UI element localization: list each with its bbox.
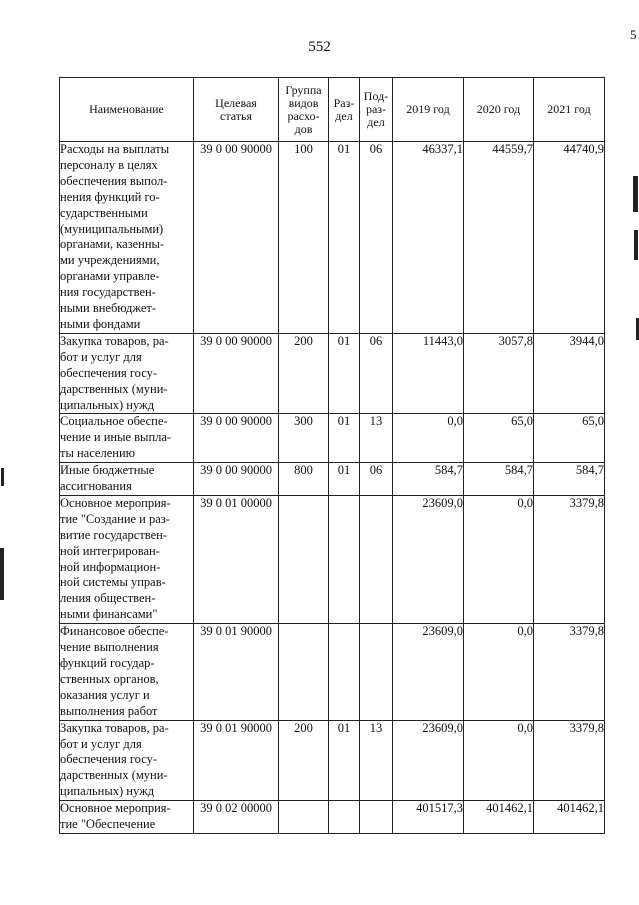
cell-name: Основное мероприя- тие "Создание и раз- витие государствен- ной интегрирован- ной информацион- ной системы управ- ления обществен- ными финансами" xyxy=(60,495,194,623)
table-row xyxy=(60,463,605,496)
header-2021: 2021 год xyxy=(534,78,605,142)
table-row xyxy=(60,333,605,414)
cell-article: 39 0 00 90000 xyxy=(194,333,279,414)
cell-2021: 401462,1 xyxy=(534,801,605,834)
cell-2020: 0,0 xyxy=(464,495,534,623)
cell-section: 01 xyxy=(329,463,360,496)
cell-subsection: 13 xyxy=(360,720,393,801)
cell-2019: 584,7 xyxy=(393,463,464,496)
cell-article: 39 0 01 00000 xyxy=(194,495,279,623)
cell-2021: 3379,8 xyxy=(534,495,605,623)
header-article: Целевая статья xyxy=(194,78,279,142)
cell-name: Закупка товаров, ра- бот и услуг для обеспечения госу- дарственных (муни- ципальных) нужд xyxy=(60,720,194,801)
budget-table xyxy=(59,77,605,834)
cell-group: 200 xyxy=(279,333,329,414)
table-row xyxy=(60,495,605,623)
table-row xyxy=(60,142,605,334)
cell-section: 01 xyxy=(329,333,360,414)
cell-name: Закупка товаров, ра- бот и услуг для обеспечения госу- дарственных (муни- ципальных) нужд xyxy=(60,333,194,414)
cell-name: Социальное обеспе- чение и иные выпла- ты населению xyxy=(60,414,194,463)
table-row xyxy=(60,720,605,801)
table-row xyxy=(60,624,605,720)
cell-2020: 401462,1 xyxy=(464,801,534,834)
corner-mark: 5 xyxy=(630,27,637,42)
cell-subsection: 06 xyxy=(360,333,393,414)
cell-article: 39 0 01 90000 xyxy=(194,720,279,801)
cell-group: 800 xyxy=(279,463,329,496)
cell-2019: 23609,0 xyxy=(393,495,464,623)
cell-section xyxy=(329,801,360,834)
cell-2021: 3379,8 xyxy=(534,624,605,720)
cell-name: Расходы на выплаты персоналу в целях обеспечения выпол- нения функций го- сударственными (муниципальными) органами, казенны- ми учреждениями, органами управле- ния государствен- ными внебюджет- ными фондами xyxy=(60,142,194,334)
cell-2020: 584,7 xyxy=(464,463,534,496)
header-subsection: Под- раз- дел xyxy=(360,78,393,142)
cell-subsection: 06 xyxy=(360,142,393,334)
cell-group xyxy=(279,495,329,623)
cell-article: 39 0 02 00000 xyxy=(194,801,279,834)
cell-group: 300 xyxy=(279,414,329,463)
header-2020: 2020 год xyxy=(464,78,534,142)
cell-section: 01 xyxy=(329,414,360,463)
cell-2021: 65,0 xyxy=(534,414,605,463)
table-row xyxy=(60,801,605,834)
cell-subsection xyxy=(360,801,393,834)
cell-article: 39 0 01 90000 xyxy=(194,624,279,720)
cell-subsection xyxy=(360,624,393,720)
cell-article: 39 0 00 90000 xyxy=(194,142,279,334)
page-number: 552 xyxy=(308,39,331,55)
cell-section xyxy=(329,495,360,623)
cell-section: 01 xyxy=(329,720,360,801)
cell-group: 200 xyxy=(279,720,329,801)
cell-section: 01 xyxy=(329,142,360,334)
cell-2019: 23609,0 xyxy=(393,624,464,720)
cell-2020: 0,0 xyxy=(464,720,534,801)
cell-subsection: 06 xyxy=(360,463,393,496)
header-section: Раз- дел xyxy=(329,78,360,142)
cell-2021: 44740,9 xyxy=(534,142,605,334)
cell-2021: 3944,0 xyxy=(534,333,605,414)
cell-2019: 11443,0 xyxy=(393,333,464,414)
table-header-row xyxy=(60,78,605,142)
cell-name: Основное мероприя- тие "Обеспечение xyxy=(60,801,194,834)
table-row xyxy=(60,414,605,463)
header-2019: 2019 год xyxy=(393,78,464,142)
cell-article: 39 0 00 90000 xyxy=(194,414,279,463)
cell-2019: 0,0 xyxy=(393,414,464,463)
cell-subsection: 13 xyxy=(360,414,393,463)
cell-name: Финансовое обеспе- чение выполнения функций государ- ственных органов, оказания услуг и выполнения работ xyxy=(60,624,194,720)
cell-2019: 23609,0 xyxy=(393,720,464,801)
cell-group xyxy=(279,624,329,720)
cell-article: 39 0 00 90000 xyxy=(194,463,279,496)
cell-2019: 401517,3 xyxy=(393,801,464,834)
scan-artifact-right-1 xyxy=(633,176,638,212)
cell-subsection xyxy=(360,495,393,623)
cell-group xyxy=(279,801,329,834)
cell-2020: 3057,8 xyxy=(464,333,534,414)
cell-2020: 0,0 xyxy=(464,624,534,720)
scan-artifact-left-1 xyxy=(1,468,4,486)
header-group: Группа видов расхо- дов xyxy=(279,78,329,142)
cell-2019: 46337,1 xyxy=(393,142,464,334)
header-name: Наименование xyxy=(60,78,194,142)
cell-2021: 3379,8 xyxy=(534,720,605,801)
cell-2020: 44559,7 xyxy=(464,142,534,334)
cell-group: 100 xyxy=(279,142,329,334)
cell-section xyxy=(329,624,360,720)
scan-artifact-left-2 xyxy=(0,548,4,600)
cell-name: Иные бюджетные ассигнования xyxy=(60,463,194,496)
cell-2021: 584,7 xyxy=(534,463,605,496)
scan-artifact-right-2 xyxy=(634,230,638,260)
cell-2020: 65,0 xyxy=(464,414,534,463)
